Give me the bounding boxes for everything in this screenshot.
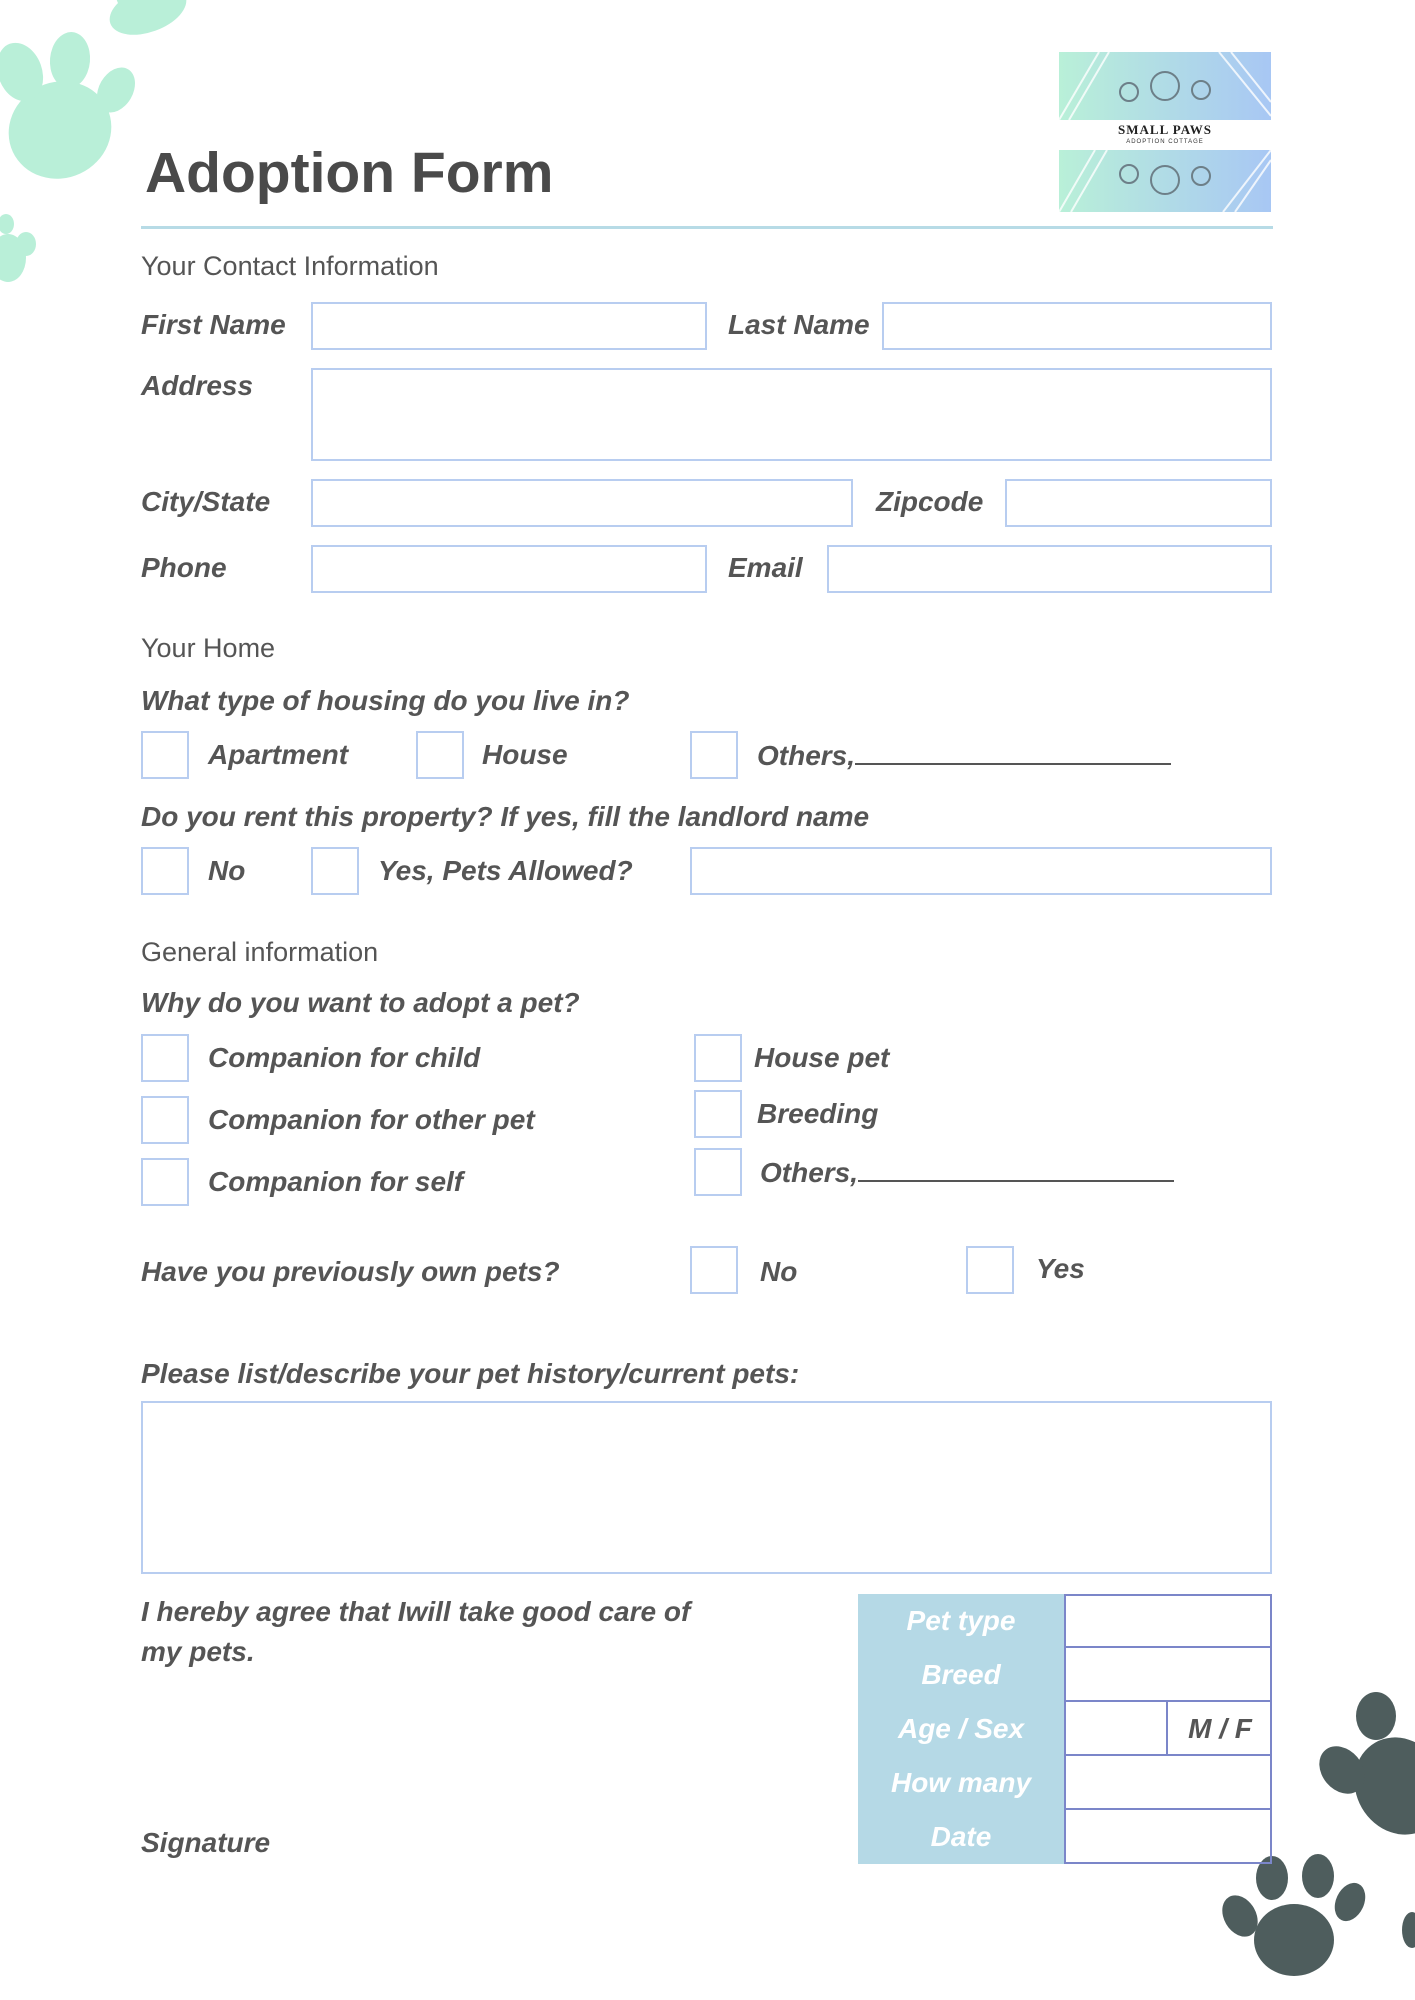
zipcode-field[interactable] (1005, 479, 1272, 527)
title-divider (141, 226, 1273, 229)
rent-no-label: No (208, 855, 246, 886)
breed-label: Breed (921, 1659, 1001, 1690)
section-title-home: Your Home (141, 633, 276, 663)
housing-apartment-label: Apartment (208, 739, 349, 770)
why-others-group (760, 1156, 1174, 1189)
housing-others-checkbox[interactable] (690, 731, 738, 779)
why-others-line[interactable] (858, 1156, 1174, 1182)
how-many-field[interactable] (1066, 1758, 1270, 1808)
date-label: Date (930, 1821, 992, 1852)
housing-house-checkbox[interactable] (416, 731, 464, 779)
pet-history-field[interactable] (141, 1401, 1272, 1574)
why-house-pet-label: House pet (754, 1042, 890, 1073)
rent-yes-checkbox[interactable] (311, 847, 359, 895)
date-field[interactable] (1066, 1812, 1270, 1862)
phone-field[interactable] (311, 545, 707, 593)
agreement-text: I hereby agree that Iwill take good care of my pets. (141, 1596, 691, 1667)
pet-details-table (858, 1594, 1272, 1864)
why-companion-child-label: Companion for child (208, 1042, 481, 1073)
housing-others-label: Others, (757, 740, 856, 771)
logo-pattern-top (1059, 52, 1271, 120)
pet-table-divider (1064, 1646, 1272, 1648)
landlord-name-field[interactable] (690, 847, 1272, 895)
signature-label: Signature (141, 1827, 271, 1858)
why-companion-self-label: Companion for self (208, 1166, 464, 1197)
email-field[interactable] (827, 545, 1272, 593)
why-companion-other-pet-checkbox[interactable] (141, 1096, 189, 1144)
previous-pets-no-checkbox[interactable] (690, 1246, 738, 1294)
previous-pets-yes-checkbox[interactable] (966, 1246, 1014, 1294)
address-label: Address (141, 370, 254, 401)
rent-yes-label: Yes, Pets Allowed? (378, 855, 633, 886)
logo-brand-text: SMALL PAWS (1118, 122, 1212, 137)
why-breeding-label: Breeding (757, 1098, 879, 1129)
pet-history-label: Please list/describe your pet history/current pets: (141, 1358, 800, 1389)
how-many-label: How many (890, 1767, 1032, 1798)
logo-pattern-bottom (1059, 150, 1271, 212)
page-title: Adoption Form (145, 141, 554, 205)
previous-pets-question: Have you previously own pets? (141, 1256, 560, 1287)
age-sex-label: Age / Sex (897, 1713, 1025, 1744)
logo-tagline-text: ADOPTION COTTAGE (1126, 139, 1204, 145)
zipcode-label: Zipcode (876, 486, 984, 517)
rent-no-checkbox[interactable] (141, 847, 189, 895)
why-others-checkbox[interactable] (694, 1148, 742, 1196)
housing-house-label: House (482, 739, 568, 770)
city-state-field[interactable] (311, 479, 853, 527)
last-name-label: Last Name (728, 309, 870, 340)
age-field[interactable] (1066, 1704, 1166, 1754)
pet-table-divider (1064, 1808, 1272, 1810)
last-name-field[interactable] (882, 302, 1272, 350)
city-state-label: City/State (141, 486, 271, 517)
address-field[interactable] (311, 368, 1272, 461)
previous-pets-yes-label: Yes (1036, 1253, 1085, 1284)
section-title-general: General information (141, 937, 379, 967)
why-others-label: Others, (760, 1157, 859, 1188)
why-companion-self-checkbox[interactable] (141, 1158, 189, 1206)
phone-label: Phone (141, 552, 227, 583)
first-name-field[interactable] (311, 302, 707, 350)
why-house-pet-checkbox[interactable] (694, 1034, 742, 1082)
housing-others-line[interactable] (855, 739, 1171, 765)
brand-logo (1059, 52, 1271, 212)
rent-question: Do you rent this property? If yes, fill the landlord name (141, 801, 870, 832)
why-adopt-question: Why do you want to adopt a pet? (141, 987, 580, 1018)
email-label: Email (728, 552, 803, 583)
previous-pets-no-label: No (760, 1256, 798, 1287)
pet-type-label: Pet type (906, 1605, 1016, 1636)
why-companion-other-pet-label: Companion for other pet (208, 1104, 535, 1135)
housing-others-group (757, 739, 1171, 772)
housing-apartment-checkbox[interactable] (141, 731, 189, 779)
pet-type-field[interactable] (1066, 1596, 1270, 1646)
breed-field[interactable] (1066, 1650, 1270, 1700)
first-name-label: First Name (141, 309, 286, 340)
sex-field[interactable]: M / F (1188, 1713, 1252, 1744)
why-breeding-checkbox[interactable] (694, 1090, 742, 1138)
section-title-contact: Your Contact Information (141, 251, 439, 281)
why-companion-child-checkbox[interactable] (141, 1034, 189, 1082)
housing-question: What type of housing do you live in? (141, 685, 630, 716)
